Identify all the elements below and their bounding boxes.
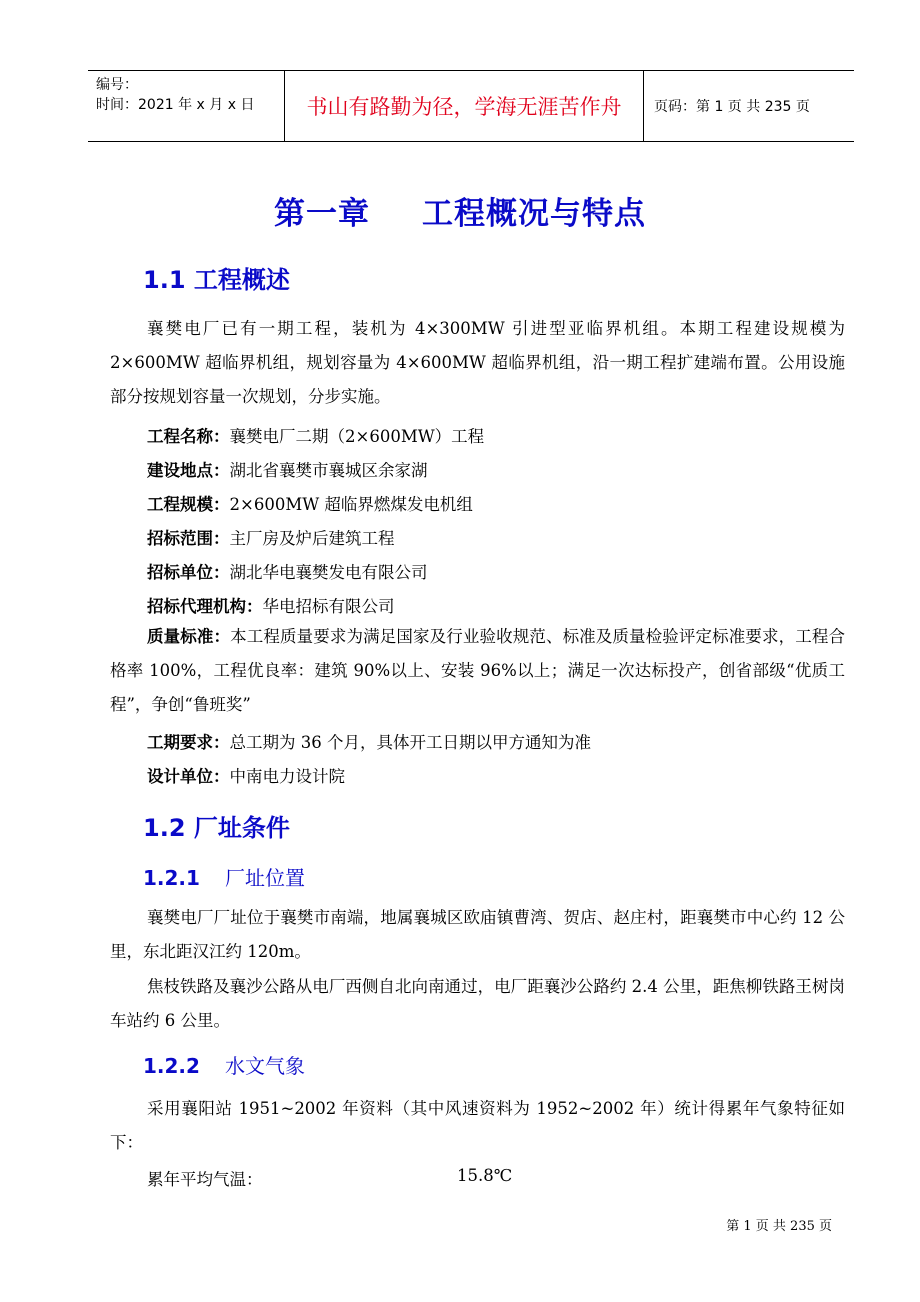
info-label: 招标单位：	[147, 563, 230, 582]
subsection-heading-1-2-1	[143, 862, 305, 891]
info-row	[147, 729, 591, 753]
info-row	[147, 593, 395, 617]
info-label: 招标范围：	[147, 529, 230, 548]
info-value: 主厂房及炉后建筑工程	[229, 529, 395, 548]
section-heading-1-1: 1.1 工程概述	[143, 266, 290, 294]
page-footer: 第 1 页 共 235 页	[726, 1219, 832, 1234]
chapter-name: 工程概况与特点	[422, 196, 646, 232]
quality-text: 本工程质量要求为满足国家及行业验收规范、标准及质量检验评定标准要求，工程合格率 100%，工程优良率：建筑 90%以上、安装 96%以上；满足一次达标投产，创省部级“优质工程”，争创“鲁班奖”	[110, 627, 846, 714]
subsection-heading-1-2-2	[143, 1050, 305, 1079]
number-label: 编号：	[96, 77, 138, 93]
info-label: 工期要求：	[147, 733, 230, 752]
info-row	[147, 491, 473, 515]
header-page-info: 页码：第 1 页 共 235 页	[654, 99, 810, 115]
info-label: 建设地点：	[147, 461, 230, 480]
info-value: 襄樊电厂二期（2×600MW）工程	[229, 427, 485, 446]
site-location-paragraph: 襄樊电厂厂址位于襄樊市南端，地属襄城区欧庙镇曹湾、贺店、赵庄村，距襄樊市中心约 12 公里，东北距汉江约 120m。	[110, 908, 845, 961]
info-value: 2×600MW 超临界燃煤发电机组	[229, 495, 473, 514]
intro-paragraph: 襄樊电厂已有一期工程，装机为 4×300MW 引进型亚临界机组。本期工程建设规模为 2×600MW 超临界机组，规划容量为 4×600MW 超临界机组，沿一期工程扩建端布置。公用设施部分按规划容量一次规划，分步实施。	[110, 319, 845, 406]
page-header	[88, 70, 854, 142]
info-label: 工程名称：	[147, 427, 230, 446]
quality-label: 质量标准：	[147, 627, 231, 646]
info-value: 总工期为 36 个月，具体开工日期以甲方通知为准	[229, 733, 591, 752]
info-label: 招标代理机构：	[147, 597, 263, 616]
subsection-title: 厂址位置	[225, 866, 305, 890]
info-label: 工程规模：	[147, 495, 230, 514]
info-row	[147, 525, 395, 549]
climate-paragraph: 采用襄阳站 1951~2002 年资料（其中风速资料为 1952~2002 年）统计得累年气象特征如下：	[110, 1099, 845, 1152]
temperature-label: 累年平均气温：	[147, 1170, 263, 1189]
info-value: 湖北省襄樊市襄城区余家湖	[229, 461, 428, 480]
info-label: 设计单位：	[147, 767, 230, 786]
quality-paragraph	[110, 620, 845, 722]
info-row	[147, 763, 345, 787]
subsection-number: 1.2.2	[143, 1054, 200, 1078]
header-meta	[88, 71, 284, 141]
chapter-title	[0, 188, 920, 233]
temperature-row	[147, 1166, 513, 1190]
subsection-number: 1.2.1	[143, 866, 200, 890]
time-label: 时间：2021 年 x 月 x 日	[96, 97, 255, 113]
subsection-title: 水文气象	[225, 1054, 305, 1078]
info-row	[147, 559, 428, 583]
temperature-value: 15.8℃	[457, 1166, 513, 1185]
info-value: 华电招标有限公司	[262, 597, 395, 616]
info-value: 湖北华电襄樊发电有限公司	[229, 563, 428, 582]
chapter-number: 第一章	[274, 196, 370, 232]
info-row	[147, 457, 428, 481]
info-row	[147, 423, 484, 447]
transport-paragraph: 焦枝铁路及襄沙公路从电厂西侧自北向南通过，电厂距襄沙公路约 2.4 公里，距焦柳铁路王树岗车站约 6 公里。	[110, 977, 845, 1030]
header-motto: 书山有路勤为径，学海无涯苦作舟	[284, 71, 644, 141]
info-value: 中南电力设计院	[229, 767, 345, 786]
section-heading-1-2: 1.2 厂址条件	[143, 814, 290, 842]
